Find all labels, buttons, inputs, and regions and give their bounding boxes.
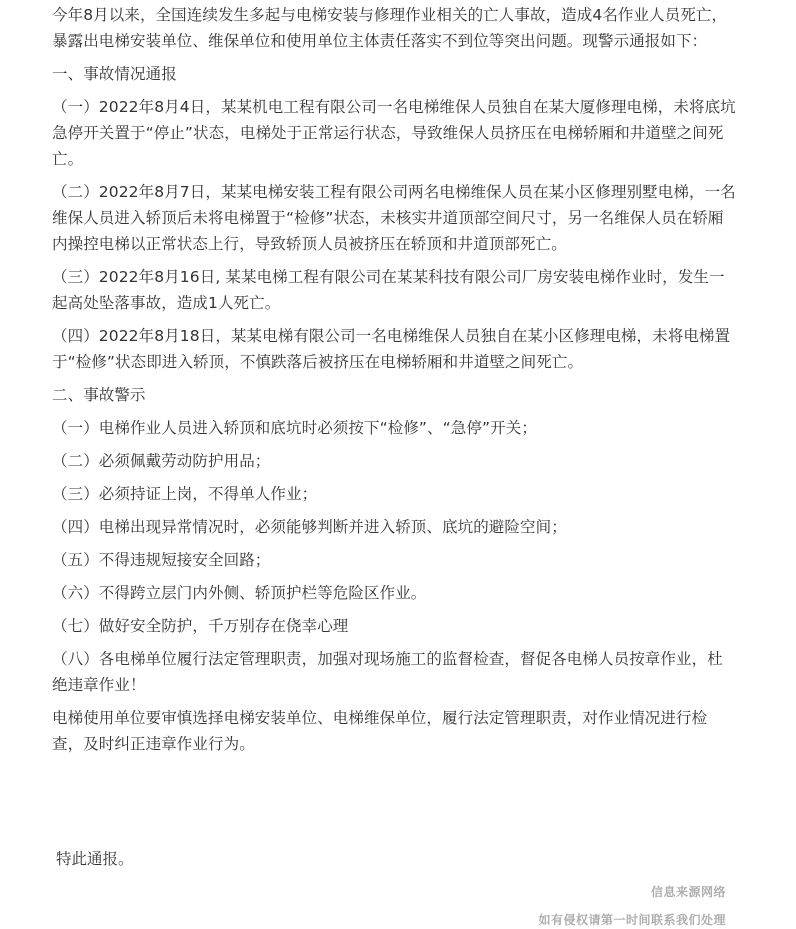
- warning-item-7: （七）做好安全防护，千万别存在侥幸心理: [52, 617, 349, 635]
- warning-item-2: （二）必须佩戴劳动防护用品；: [52, 452, 271, 470]
- source-note: 信息来源网络: [650, 885, 726, 899]
- warning-item-8: （八）各电梯单位履行法定管理职责，加强对现场施工的监督检查，督促各电梯人员按章作业，杜绝违章作业！: [52, 650, 723, 694]
- accident-item-2: （二）2022年8月7日，某某电梯安装工程有限公司两名电梯维保人员在某小区修理别墅电梯，一名维保人员进入轿顶后未将电梯置于“检修”状态，未核实井道顶部空间尺寸，另一名维保人员在轿厢内操控电梯以正常状态上行，导致轿顶人员被挤压在轿顶和井道顶部死亡。: [52, 183, 736, 253]
- accident-item-4: （四）2022年8月18日，某某电梯有限公司一名电梯维保人员独自在某小区修理电梯，未将电梯置于“检修”状态即进入轿顶，不慎跌落后被挤压在电梯轿厢和井道壁之间死亡。: [52, 327, 731, 371]
- accident-item-1: （一）2022年8月4日，某某机电工程有限公司一名电梯维保人员独自在某大厦修理电梯，未将底坑急停开关置于“停止”状态，电梯处于正常运行状态，导致维保人员挤压在电梯轿厢和井道壁之间死亡。: [52, 98, 736, 168]
- section-heading-warnings: 二、事故警示: [52, 386, 146, 404]
- signoff-text: 特此通报。: [56, 850, 134, 868]
- warning-item-4: （四）电梯出现异常情况时，必须能够判断并进入轿顶、底坑的避险空间；: [52, 518, 567, 536]
- intro-paragraph: 今年8月以来，全国连续发生多起与电梯安装与修理作业相关的亡人事故，造成4名作业人员死亡，暴露出电梯安装单位、维保单位和使用单位主体责任落实不到位等突出问题。现警示通报如下：: [52, 6, 728, 50]
- closing-paragraph: 电梯使用单位要审慎选择电梯安装单位、电梯维保单位，履行法定管理职责，对作业情况进行检查，及时纠正违章作业行为。: [52, 709, 708, 753]
- warning-item-3: （三）必须持证上岗，不得单人作业；: [52, 485, 318, 503]
- warning-item-1: （一）电梯作业人员进入轿顶和底坑时必须按下“检修”、“急停”开关；: [52, 419, 537, 437]
- accident-item-3: （三）2022年8月16日, 某某电梯工程有限公司在某某科技有限公司厂房安装电梯作业时，发生一起高处坠落事故，造成1人死亡。: [52, 268, 725, 312]
- warning-item-5: （五）不得违规短接安全回路；: [52, 551, 271, 569]
- copyright-notice: 如有侵权请第一时间联系我们处理: [538, 913, 726, 927]
- article-body: [52, 0, 736, 757]
- section-heading-accident-report: 一、事故情况通报: [52, 65, 177, 83]
- warning-item-6: （六）不得跨立层门内外侧、轿顶护栏等危险区作业。: [52, 584, 427, 602]
